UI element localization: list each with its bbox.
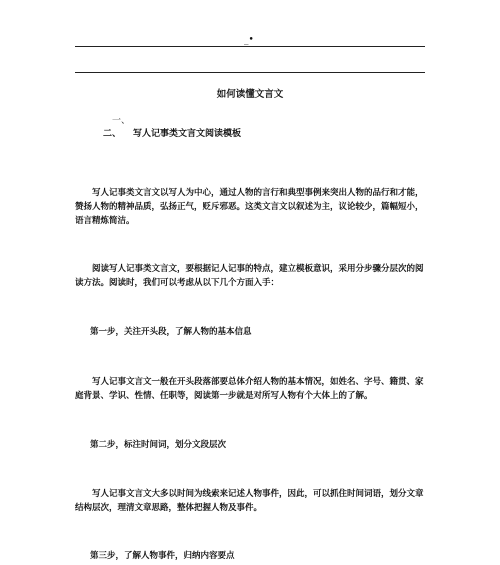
paragraph-1: 写人记事类文言文以写人为中心，通过人物的言行和典型事例来突出人物的品行和才能，赞扬人物的精神品质，弘扬正气，贬斥邪恶。这类文言文以叙述为主，议论较少，篇幅短小，语言精炼简洁。 [75,188,424,226]
section-heading-text: 写人记事类文言文阅读模板 [133,129,242,139]
step-heading-3: 第三步，了解人物事件，归纳内容要点 [90,551,235,561]
header-rule-bottom [75,72,425,73]
header-mark: _• [244,35,254,45]
paragraph-3: 写人记事文言文一般在开头段落部要总体介绍人物的基本情况，如姓名、字号、籍贯、家庭背景、学识、性情、任职等，阅读第一步就是对所写人物有个大体上的了解。 [75,377,424,401]
header-rule-top [75,46,425,47]
document-title: 如何读懂文言文 [216,89,284,100]
section-heading [103,126,241,139]
paragraph-2: 阅读写人记事类文言文，要根据记人记事的特点，建立模板意识，采用分步骤分层次的阅读方法。阅读时，我们可以考虑从以下几个方面入手： [75,264,424,288]
section-number-two: 二、 [103,129,122,139]
step-heading-1: 第一步，关注开头段，了解人物的基本信息 [90,327,252,337]
step-heading-2: 第二步，标注时间词，划分文段层次 [90,440,227,450]
paragraph-4: 写人记事文言文大多以时间为线索来记述人物事件，因此，可以抓住时间词语，划分文章结构层次，理清文章思路，整体把握人物及事件。 [75,489,424,513]
section-number-one: 一、 [112,116,131,126]
